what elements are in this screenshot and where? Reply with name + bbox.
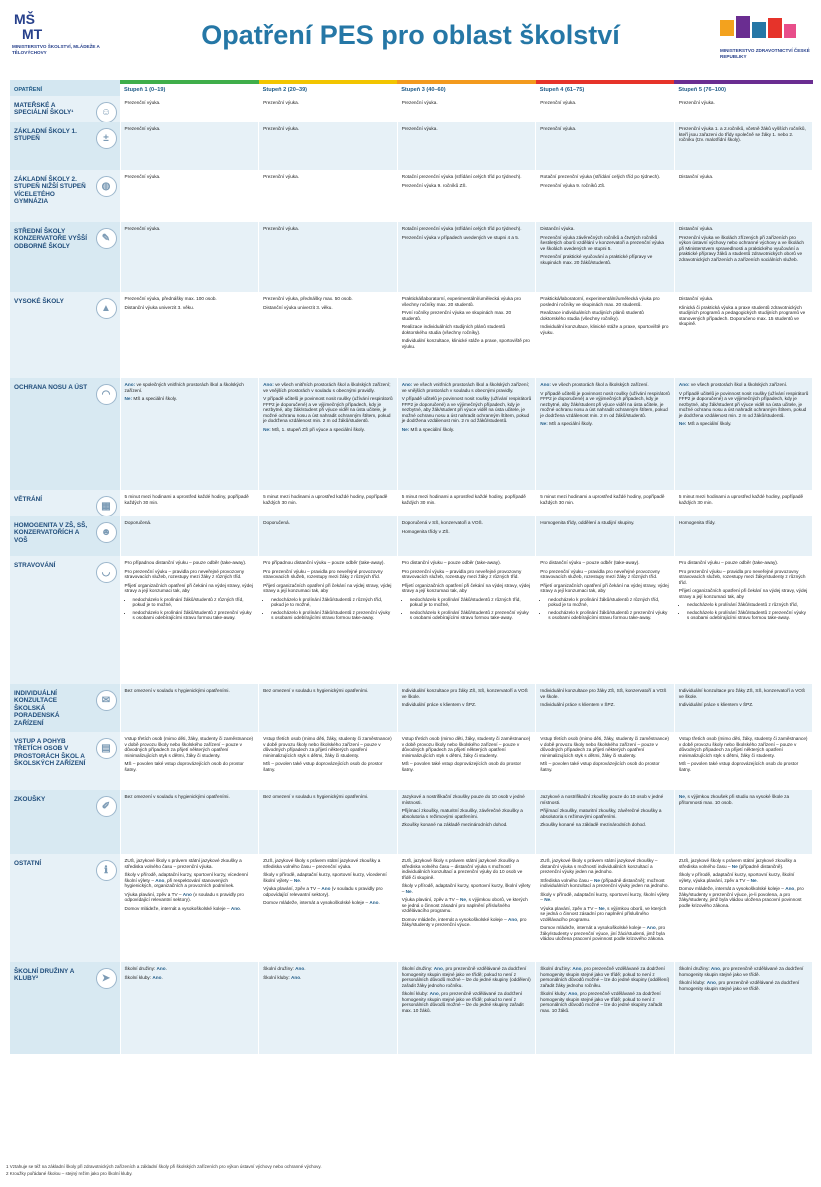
cell-level-1: Ano: ve společných vnitřních prostorách škol a školských zařízení. Ne: MŠ a speciální školy. xyxy=(120,378,259,490)
footnote-2: 2 Kroužky pořádané školou – stejný režim jako pro školní kluby. xyxy=(6,1170,133,1176)
cell-level-3: Jazykové a nostrifikační zkoušky pouze do 10 osob v jedné místnosti. Přijímací zkoušky, maturitní zkoušky, závěrečné zkoušky a absolutoria s režimovými opatřeními. Zkoušky konané na základě mezinárodních dohod. xyxy=(397,790,536,854)
footnotes xyxy=(6,1164,806,1177)
row-label xyxy=(10,684,120,732)
column-header-level-4: Stupeň 4 (61–75) xyxy=(536,82,675,96)
table-row xyxy=(10,96,813,122)
group-icon: ☻ xyxy=(96,522,117,543)
cell-level-5: Ano: ve všech prostorách škol a školských zařízení. V případě učitelů je povinnost nosit roušky (užívání respirátorů FFP2 je doporučené) a ve výjimečných případech, kdy je nezbytné, aby žák/student při výuce viděl na ústa učitele, je možné ochranu nosu a úst nahradit ochranným štítem, pokud je dodržena vzdálenost min. 2 m od žáků/studentů. Ne: MŠ a speciální školy. xyxy=(674,378,813,490)
cell-level-1: Doporučená. xyxy=(120,516,259,556)
cell-level-3: Individuální konzultace pro žáky ZŠ, SŠ, konzervatoří a VOŠ ve škole. Individuální práce s klientem v ŠPZ. xyxy=(397,684,536,732)
cell-level-1: 5 minut mezi hodinami a uprostřed každé hodiny, popřípadě každých 30 min. xyxy=(120,490,259,516)
cell-level-4: Distanční výuka. Prezenční výuka závěrečných ročníků a čtvrtých ročníků šestiletých oborů vzdělání v konzervatoři a prezenční výuka ve školách uvedených ve stupni 5. Prezenční praktické vyučování a praktické přípravy ve skupinách max. 20 žáků/studentů. xyxy=(536,222,675,292)
table-row xyxy=(10,732,813,790)
cell-level-2: Prezenční výuka. xyxy=(259,170,398,222)
table-row xyxy=(10,556,813,684)
cell-level-2: 5 minut mezi hodinami a uprostřed každé hodiny, popřípadě každých 30 min. xyxy=(259,490,398,516)
cell-level-1: Prezenční výuka. xyxy=(120,170,259,222)
row-label xyxy=(10,222,120,292)
cell-level-1: Vstup třetích osob (mimo děti, žáky, studenty či zaměstnance) v době provozu školy nebo školského zařízení – pouze v důvodných případech za přijetí některých opatření minimalizujících styk s dětmi, žáky či studenty. MŠ – povolen také vstup doprovázejících osob do prostor šatny. xyxy=(120,732,259,790)
table-row xyxy=(10,962,813,1054)
cell-level-1: Prezenční výuka, přednášky max. 100 osob. Distanční výuka univerzit 3. věku. xyxy=(120,292,259,378)
row-label-text: INDIVIDUÁLNÍ KONZULTACE ŠKOLSKÁ PORADENSKÁ ZAŘÍZENÍ xyxy=(14,690,60,727)
cell-level-2: Prezenční výuka. xyxy=(259,222,398,292)
info-icon: ℹ xyxy=(96,860,117,881)
cell-level-2: Prezenční výuka, přednášky max. 50 osob. Distanční výuka univerzit 3. věku. xyxy=(259,292,398,378)
ministry-health-name: MINISTERSTVO ZDRAVOTNICTVÍ ČESKÉ REPUBLIKY xyxy=(720,48,810,59)
ministry-health-logo xyxy=(716,14,810,70)
svg-text:MŠ: MŠ xyxy=(14,11,35,27)
table-row xyxy=(10,684,813,732)
cell-level-5: Prezenční výuka. xyxy=(674,96,813,122)
row-label xyxy=(10,96,120,122)
calculator-icon: ± xyxy=(96,128,117,149)
chat-icon: ✉ xyxy=(96,690,117,711)
cell-level-5: Ne, s výjimkou zkoušek při studiu na vysoké škole za přítomnosti max. 10 osob. xyxy=(674,790,813,854)
cell-level-2: Vstup třetích osob (mimo děti, žáky, studenty či zaměstnance) v době provozu školy nebo školského zařízení – pouze v důvodných případech za přijetí některých opatření minimalizujících styk s dětmi, žáky či studenty. MŠ – povolen také vstup doprovázejících osob do prostor šatny. xyxy=(259,732,398,790)
table-row xyxy=(10,170,813,222)
row-label-text: ZÁKLADNÍ ŠKOLY 1. STUPEŇ xyxy=(14,128,77,143)
row-label-text: ŠKOLNÍ DRUŽINY A KLUBY² xyxy=(14,968,75,983)
row-label-text: VYSOKÉ ŠKOLY xyxy=(14,298,64,305)
cell-level-2: Prezenční výuka. xyxy=(259,96,398,122)
cell-level-5: Distanční výuka. Klinická či praktická výuka a praxe studentů zdravotnických studijních programů a pedagogických studijních programů ve stanovených případech. Doporučeno max. 15 studentů ve skupině. xyxy=(674,292,813,378)
pencil-icon: ✐ xyxy=(96,796,117,817)
cell-level-4: Pro distanční výuku – pouze odběr (take-away). Pro prezenční výuku – pravidla pro neveřejné provozovny stravovacích služeb, rozestupy mezi žáky z různých tříd. Přijetí organizačních opatření při čekání na výdej stravy, výdej stravy a její konzumaci tak, aby • nedocházelo k prolínání žáků/studentů z různých tříd, pokud je to možné, • nedocházelo k prolínání žáků/studentů z prezenční výuky s osobami odebírajícími stravu formou take-away. xyxy=(536,556,675,684)
cell-level-1: Školní družiny: Ano. Školní kluby: Ano. xyxy=(120,962,259,1054)
table-row xyxy=(10,378,813,490)
child-icon: ☺ xyxy=(96,102,117,122)
cell-level-5: Pro distanční výuku – pouze odběr (take-away). Pro prezenční výuku – pravidla pro neveřejné provozovny stravovacích služeb, rozestupy mezi žáky/studenty z různých tříd. Přijetí organizačních opatření při čekání na výdej stravy, výdej stravy a její konzumaci tak, aby • nedocházelo k prolínání žáků/studentů z různých tříd, • nedocházelo k prolínání žáků/studentů z prezenční výuky s osobami odebírajícími stravu formou take-away. xyxy=(674,556,813,684)
bowl-icon: ◡ xyxy=(96,562,117,583)
row-label-text: ZKOUŠKY xyxy=(14,796,46,803)
cell-level-1: Bez omezení v souladu s hygienickými opatřeními. xyxy=(120,790,259,854)
svg-text:MT: MT xyxy=(22,26,43,42)
cell-level-5: Distanční výuka. Prezenční výuka ve školách zřízených při zařízeních pro výkon ústavní výchovy nebo ochranné výchovy a ve školách při Ministerstvem spravedlnosti a praktického vyučování a praktické přípravy žáků a studentů zdravotnických oborů ve zdravotnických zařízeních a zařízeních sociálních služeb. xyxy=(674,222,813,292)
cell-level-4: ZUŠ, jazykové školy s právem státní jazykové zkoušky – distanční výuka s možností individuálních konzultací a prezenční výuky jeden na jednoho. Střediska volného času – Ne (případně distančně); možnost individuálních konzultací a prezenční výuky jeden na jednoho. Školy v přírodě, adaptační kurzy, sportovní kurzy, školní výlety – Ne. Výuka plavání, zpěv a TV – Ne, s výjimkou oborů, ve kterých se jedná o činnost zásadní pro naplnění příslušného vzdělávacího programu. Domov mládeže, internát a vysokoškolské koleje – Ano, pro žáky/studenty v prezenční výuce, jiní žáci/studenti, jimž byla vládou uložena pracovní povinnost podle krizového zákona. xyxy=(536,854,675,962)
row-label xyxy=(10,790,120,854)
cell-level-4: 5 minut mezi hodinami a uprostřed každé hodiny, popřípadě každých 30 min. xyxy=(536,490,675,516)
cell-level-4: Prezenční výuka. xyxy=(536,122,675,170)
cell-level-1: Prezenční výuka. xyxy=(120,96,259,122)
cell-level-4: Jazykové a nostrifikační zkoušky pouze do 10 osob v jedné místnosti. Přijímací zkoušky, maturitní zkoušky, závěrečné zkoušky a absolutoria s režimovými opatřeními. Zkoušky konané na základě mezinárodních dohod. xyxy=(536,790,675,854)
table-row xyxy=(10,516,813,556)
cell-level-5: 5 minut mezi hodinami a uprostřed každé hodiny, popřípadě každých 30 min. xyxy=(674,490,813,516)
page-title: Opatření PES pro oblast školství xyxy=(201,20,620,50)
row-label xyxy=(10,732,120,790)
column-header-level-3: Stupeň 3 (40–60) xyxy=(397,82,536,96)
cell-level-5: Distanční výuka. xyxy=(674,170,813,222)
cell-level-2: Pro případnou distanční výuku – pouze odběr (take-away). Pro prezenční výuku – pravidla pro neveřejné provozovny stravovacích služeb, rozestupy mezi žáky z různých tříd. Přijetí organizačních opatření při čekání na výdej stravy, výdej stravy a její konzumaci tak, aby • nedocházelo k prolínání žáků/studentů z různých tříd, pokud je to možné, • nedocházelo k prolínání žáků/studentů z prezenční výuky s osobami odebírajícími stravu formou take-away. xyxy=(259,556,398,684)
ministry-education-name: MINISTERSTVO ŠKOLSTVÍ, MLÁDEŽE A TĚLOVÝCHOVY xyxy=(12,44,100,55)
cell-level-1: ZUŠ, jazykové školy s právem státní jazykové zkoušky a střediska volného času – prezenční výuka. Školy v přírodě, adaptační kurzy, sportovní kurzy, vícedenní školní výlety – Ano, při respektování stanovených hygienických, organizačních a provozních podmínek. Výuka plavání, zpěv a TV – Ano (v souladu s pravidly pro odpovídající relevantní sektory). Domov mládeže, internát a vysokoškolské koleje – Ano. xyxy=(120,854,259,962)
cell-level-3: Praktická/laboratorní, experimentální/umělecká výuka pro všechny ročníky max. 20 studentů. První ročníky prezenční výuka ve skupinách max. 20 studentů. Realizace individuálních studijních plánů studentů doktorského studia (všechny ročníky). Individuální konzultace, klinické stáže a praxe, sportoviště pro výuku. xyxy=(397,292,536,378)
cell-level-3: Prezenční výuka. xyxy=(397,96,536,122)
cell-level-3: ZUŠ, jazykové školy s právem státní jazykové zkoušky a střediska volného času – distanční výuka s možností individuálních konzultací a prezenční výuky do 10 osob ve třídě či skupině. Školy v přírodě, adaptační kurzy, sportovní kurzy, školní výlety – Ne. Výuka plavání, zpěv a TV – Ne, s výjimkou oborů, ve kterých se jedná o činnost zásadní pro naplnění příslušného vzdělávacího programu. Domov mládeže, internát a vysokoškolské koleje – Ano, pro žáky/studenty v prezenční výuce. xyxy=(397,854,536,962)
row-label xyxy=(10,292,120,378)
row-label xyxy=(10,170,120,222)
cell-level-1: Prezenční výuka. xyxy=(120,222,259,292)
row-label xyxy=(10,490,120,516)
column-header-level-5: Stupeň 5 (76–100) xyxy=(674,82,813,96)
measures-table xyxy=(10,80,813,1054)
cell-level-4: Praktická/laboratorní, experimentální/umělecká výuka pro poslední ročníky ve skupinách max. 20 studentů. Realizace individuálních studijních plánů studentů doktorského studia (všechny ročníky). Individuální konzultace, klinické stáže a praxe, sportoviště pro výuku. xyxy=(536,292,675,378)
cell-level-4: Školní družiny: Ano, pro prezenčně vzdělávané za dodržení homogenity skupin stejné jako ve třídě; pokud to není z personálních důvodů možné – lze do jedné skupiny (oddělení) zařadit žáky jednoho ročníku. Školní kluby: Ano, pro prezenčně vzdělávané za dodržení homogenity skupin stejné jako ve třídě; pokud to není z personálních důvodů možné – lze do jedné skupiny zařadit max. 10 žáků. xyxy=(536,962,675,1054)
cell-level-5: Školní družiny: Ano, pro prezenčně vzdělávané za dodržení homogenity skupin stejné jako ve třídě. Školní kluby: Ano, pro prezenčně vzdělávané za dodržení homogenity skupin stejné jako ve třídě. xyxy=(674,962,813,1054)
cell-level-4: Ano: ve všech prostorách škol a školských zařízení. V případě učitelů je povinnost nosit roušky (užívání respirátorů FFP2 je doporučené) a ve výjimečných případech, kdy je nezbytné, aby žák/student při výuce viděl na ústa učitele, je možné ochranu nosu a úst nahradit ochranným štítem, pokud je dodržena vzdálenost min. 2 m od žáků/studentů. Ne: MŠ a speciální školy. xyxy=(536,378,675,490)
column-header-level-1: Stupeň 1 (0–19) xyxy=(120,82,259,96)
row-label-text: OSTATNÍ xyxy=(14,860,42,867)
cell-level-3: Pro distanční výuku – pouze odběr (take-away). Pro prezenční výuku – pravidla pro neveřejné provozovny stravovacích služeb, rozestupy mezi žáky z různých tříd. Přijetí organizačních opatření při čekání na výdej stravy, výdej stravy a její konzumaci tak, aby • nedocházelo k prolínání žáků/studentů z různých tříd, pokud je to možné, • nedocházelo k prolínání žáků/studentů z prezenční výuky s osobami odebírajícími stravu formou take-away. xyxy=(397,556,536,684)
cell-level-2: Prezenční výuka. xyxy=(259,122,398,170)
cell-level-3: Vstup třetích osob (mimo děti, žáky, studenty či zaměstnance) v době provozu školy nebo školského zařízení – pouze v důvodných případech za přijetí některých opatření minimalizujících styk s dětmi, žáky či studenty. MŠ – povolen také vstup doprovázejících osob do prostor šatny. xyxy=(397,732,536,790)
row-label xyxy=(10,962,120,1054)
globe-icon: ◍ xyxy=(96,176,117,197)
row-label xyxy=(10,122,120,170)
cell-level-3: 5 minut mezi hodinami a uprostřed každé hodiny, popřípadě každých 30 min. xyxy=(397,490,536,516)
cell-level-1: Bez omezení v souladu s hygienickými opatřeními. xyxy=(120,684,259,732)
cell-level-2: Bez omezení v souladu s hygienickými opatřeními. xyxy=(259,684,398,732)
column-header-measure: OPATŘENÍ xyxy=(10,82,120,96)
table-row xyxy=(10,490,813,516)
id-card-icon: ▤ xyxy=(96,738,117,759)
cell-level-2: Doporučená. xyxy=(259,516,398,556)
row-label-text: STŘEDNÍ ŠKOLY KONZERVATOŘE VYŠŠÍ ODBORNÉ ŠKOLY xyxy=(14,228,88,250)
table-body xyxy=(10,96,813,1054)
table-row xyxy=(10,122,813,170)
row-label-text: ZÁKLADNÍ ŠKOLY 2. STUPEŇ NIŽŠÍ STUPEŇ VÍCELETÉHO GYMNÁZIA xyxy=(14,176,86,206)
row-label xyxy=(10,516,120,556)
table-header-row xyxy=(10,82,813,96)
cell-level-2: Školní družiny: Ano. Školní kluby: Ano. xyxy=(259,962,398,1054)
table-row xyxy=(10,854,813,962)
tools-icon: ✎ xyxy=(96,228,117,249)
cell-level-5: Prezenční výuka 1. a 2.ročníků, včetně žáků vyšších ročníků, kteří jsou zařazeni do třídy společně se žáky 1. nebo 2. ročníku (tzv. malotřídní školy). xyxy=(674,122,813,170)
footnote-1: 1 Vztahuje se též na základní školy při zdravotnických zařízeních a základní školy při školských zařízeních pro výkon ústavní výchovy nebo ochranné výchovy. xyxy=(6,1164,322,1169)
cell-level-1: Prezenční výuka. xyxy=(120,122,259,170)
row-label xyxy=(10,854,120,962)
cell-level-4: Vstup třetích osob (mimo děti, žáky, studenty či zaměstnance) v době provozu školy nebo školského zařízení – pouze v důvodných případech za přijetí některých opatření minimalizujících styk s dětmi, žáky či studenty. MŠ – povolen také vstup doprovázejících osob do prostor šatny. xyxy=(536,732,675,790)
cell-level-3: Školní družiny: Ano, pro prezenčně vzdělávané za dodržení homogenity skupin stejné jako ve třídě; pokud to není z personálních důvodů možné – lze do jedné skupiny (oddělení) zařadit žáky jednoho ročníku. Školní kluby: Ano, pro prezenčně vzdělávané za dodržení homogenity skupin stejné jako ve třídě; pokud to není z personálních důvodů možné – lze do jedné skupiny zařadit max. 10 žáků. xyxy=(397,962,536,1054)
page-header xyxy=(0,0,821,78)
row-label-text: MATEŘSKÉ A SPECIÁLNÍ ŠKOLY¹ xyxy=(14,102,74,117)
column-header-level-2: Stupeň 2 (20–39) xyxy=(259,82,398,96)
mzcr-logo-icon xyxy=(716,14,802,44)
paper-plane-icon: ➤ xyxy=(96,968,117,989)
row-label-text: OCHRANA NOSU A ÚST xyxy=(14,384,88,391)
cell-level-3: Prezenční výuka. xyxy=(397,122,536,170)
row-label xyxy=(10,556,120,684)
graduation-cap-icon: ▲ xyxy=(96,298,117,319)
cell-level-5: Homogenita třídy. xyxy=(674,516,813,556)
cell-level-4: Prezenční výuka. xyxy=(536,96,675,122)
cell-level-5: ZUŠ, jazykové školy s právem státní jazykové zkoušky a střediska volného času – Ne (případně distančně). Školy v přírodě, adaptační kurzy, sportovní kurzy, školní výlety, výuka plavání, zpěv a TV – Ne. Domov mládeže, internát a vysokoškolské koleje – Ano, pro žáky/studenty v prezenční výuce, je-li povolena, a pro žáky/studenty, jimž byla vládou uložena pracovní povinnost podle krizového zákona. xyxy=(674,854,813,962)
cell-level-5: Individuální konzultace pro žáky ZŠ, SŠ, konzervatoří a VOŠ ve škole. Individuální práce s klientem v ŠPZ. xyxy=(674,684,813,732)
row-label-text: HOMOGENITA V ZŠ, SŠ, KONZERVATOŘÍCH A VOŠ xyxy=(14,522,88,544)
cell-level-1: Pro případnou distanční výuku – pouze odběr (take-away). Pro prezenční výuku – pravidla pro neveřejné provozovny stravovacích služeb, rozestupy mezi žáky z různých tříd. Přijetí organizačních opatření při čekání na výdej stravy, výdej stravy a její konzumaci tak, aby • nedocházelo k prolínání žáků/studentů z různých tříd, pokud je to možné, • nedocházelo k prolínání žáků/studentů z prezenční výuky s osobami odebírajícími stravu formou take-away. xyxy=(120,556,259,684)
face-mask-icon: ◠ xyxy=(96,384,117,405)
cell-level-2: ZUŠ, jazykové školy s právem státní jazykové zkoušky a střediska volného času – prezenční výuka. Školy v přírodě, adaptační kurzy, sportovní kurzy, vícedenní školní výlety – Ne. Výuka plavání, zpěv a TV – Ano (v souladu s pravidly pro odpovídající relevantní sektory). Domov mládeže, internát a vysokoškolské koleje – Ano. xyxy=(259,854,398,962)
table-row xyxy=(10,222,813,292)
cell-level-3: Ano: ve všech vnitřních prostorách škol a školských zařízení; ve vnějších prostorách v souladu s obecnými pravidly. V případě učitelů je povinnost nosit roušky (užívání respirátorů FFP2 je doporučené) a ve výjimečných případech, kdy je nezbytné, aby žák/student při výuce viděl na ústa učitele, je možné ochranu nosu a úst nahradit ochranným štítem, pokud je dodržena vzdálenost min. 2 m od žáků/studentů. Ne: MŠ a speciální školy. xyxy=(397,378,536,490)
cell-level-4: Individuální konzultace pro žáky ZŠ, SŠ, konzervatoří a VOŠ ve škole. Individuální práce s klientem v ŠPZ. xyxy=(536,684,675,732)
row-label-text: STRAVOVÁNÍ xyxy=(14,562,56,569)
cell-level-5: Vstup třetích osob (mimo děti, žáky, studenty či zaměstnance) v době provozu školy nebo školského zařízení – pouze v důvodných případech za přijetí některých opatření minimalizujících styk s dětmi, žáky či studenty. MŠ – povolen také vstup doprovázejících osob do prostor šatny. xyxy=(674,732,813,790)
table-row xyxy=(10,790,813,854)
cell-level-2: Bez omezení v souladu s hygienickými opatřeními. xyxy=(259,790,398,854)
cell-level-2: Ano: ve všech vnitřních prostorách škol a školských zařízení; ve vnějších prostorách v souladu s obecnými pravidly. V případě učitelů je povinnost nosit roušky (užívání respirátorů FFP2 je doporučené) a ve výjimečných případech, kdy je nezbytné, aby žák/student při výuce viděl na ústa učitele, je možné ochranu nosu a úst nahradit ochranným štítem, pokud je dodržena vzdálenost min. 2 m od žáků/studentů. Ne: MŠ, 1. stupeň ZŠ při výuce a speciální školy. xyxy=(259,378,398,490)
cell-level-3: Doporučená v SŠ, konzervatoři a VOŠ. Homogenita třídy v ZŠ. xyxy=(397,516,536,556)
row-label-text: VĚTRÁNÍ xyxy=(14,496,43,503)
cell-level-4: Rotační prezenční výuka (střídání celých tříd po týdnech). Prezenční výuka 9. ročníků ZŠ. xyxy=(536,170,675,222)
window-icon: ▦ xyxy=(96,496,117,516)
cell-level-3: Rotační prezenční výuka (střídání celých tříd po týdnech). Prezenční výuka 9. ročníků ZŠ. xyxy=(397,170,536,222)
cell-level-4: Homogenita třídy, oddělení a studijní skupiny. xyxy=(536,516,675,556)
row-label xyxy=(10,378,120,490)
row-label-text: VSTUP A POHYB TŘETÍCH OSOB V PROSTORÁCH ŠKOL A ŠKOLSKÝCH ZAŘÍZENÍ xyxy=(14,738,86,768)
table-row xyxy=(10,292,813,378)
cell-level-3: Rotační prezenční výuka (střídání celých tříd po týdnech). Prezenční výuka v případech uvedených ve stupni 4 a 5. xyxy=(397,222,536,292)
